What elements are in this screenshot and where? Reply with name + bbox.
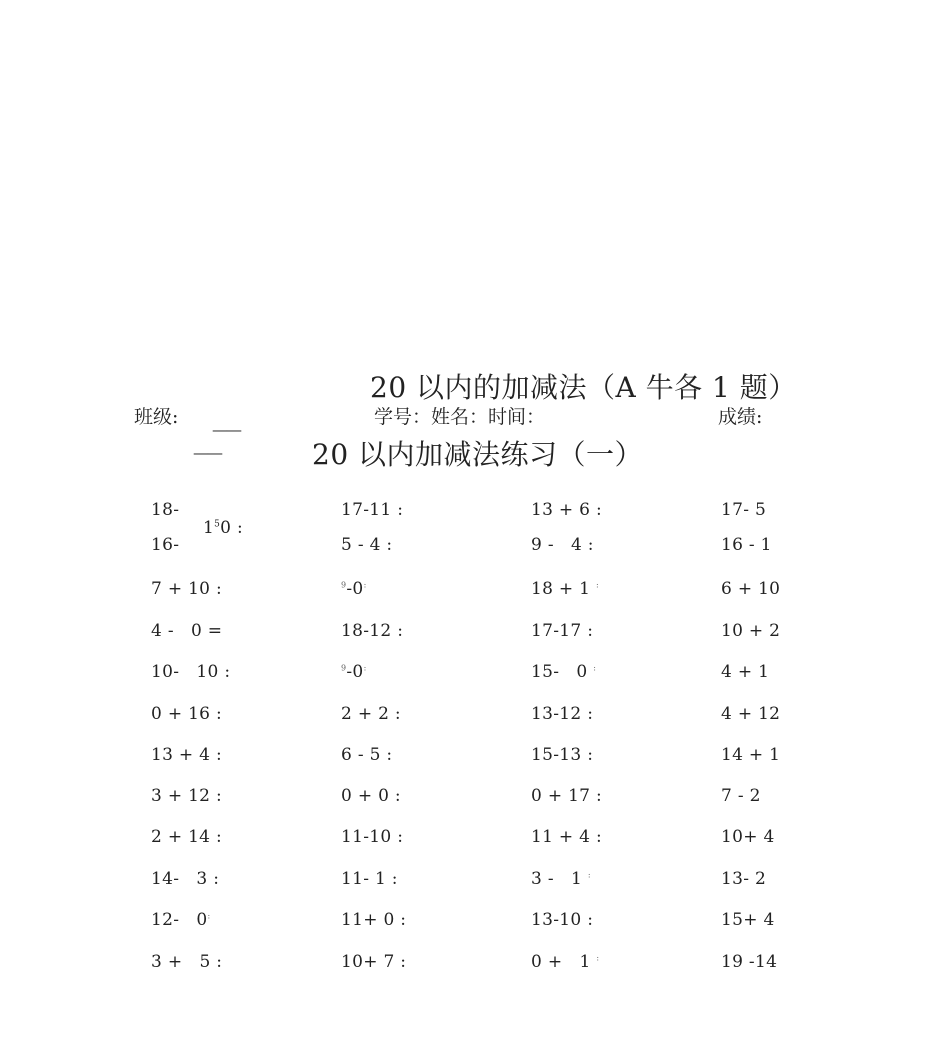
- problem-c3-r8: 0 + 17 :: [531, 786, 603, 806]
- problem-c2-r6: 2 + 2 :: [341, 704, 401, 724]
- problem-c1-r7: 13 + 4 :: [151, 745, 223, 765]
- problem-c1-r1-answer: $1^50$ :: [203, 518, 244, 538]
- score-label: 成绩:: [718, 406, 763, 428]
- problem-c3-r11: 13-10 :: [531, 910, 594, 930]
- page-title: 20 以内的加减法（A 牛各 1 题）: [370, 371, 797, 404]
- problem-c4-r11: 15+ 4: [721, 910, 775, 930]
- problem-c4-r8: 7 - 2: [721, 786, 761, 806]
- problem-c2-r4: 18-12 :: [341, 621, 404, 641]
- problem-c1-r11: 12- 0:: [151, 910, 211, 930]
- problem-c3-r12: 0 + 1 :: [531, 952, 600, 972]
- problem-c4-r10: 13- 2: [721, 869, 767, 889]
- problem-c2-r11: 11+ 0 :: [341, 910, 407, 930]
- problem-c1-r3: 7 + 10 :: [151, 579, 223, 599]
- problem-c1-r10: 14- 3 :: [151, 869, 220, 889]
- problem-c2-r9: 11-10 :: [341, 827, 404, 847]
- problem-c3-r6: 13-12 :: [531, 704, 594, 724]
- problem-c4-r1: 17- 5: [721, 500, 767, 520]
- problem-c2-r1: 17-11 :: [341, 500, 404, 520]
- problem-c3-r3: 18 + 1 :: [531, 579, 600, 599]
- problem-c3-r10: 3 - 1 :: [531, 869, 591, 889]
- problem-c4-r2: 16 - 1: [721, 535, 772, 555]
- problem-c4-r4: 10 + 2: [721, 621, 781, 641]
- problem-c4-r5: 4 + 1: [721, 662, 770, 682]
- problem-c2-r5: $^9$-0:: [341, 662, 367, 682]
- problem-c1-r9: 2 + 14 :: [151, 827, 223, 847]
- problem-c4-r12: 19 -14: [721, 952, 778, 972]
- problem-c4-r7: 14 + 1: [721, 745, 781, 765]
- problem-c3-r9: 11 + 4 :: [531, 827, 603, 847]
- problem-c1-r6: 0 + 16 :: [151, 704, 223, 724]
- problem-c3-r7: 15-13 :: [531, 745, 594, 765]
- problem-c3-r4: 17-17 :: [531, 621, 594, 641]
- problem-c4-r3: 6 + 10: [721, 579, 781, 599]
- problem-c2-r2: 5 - 4 :: [341, 535, 393, 555]
- problem-c2-r3: $^9$-0:: [341, 579, 367, 599]
- problem-c2-r8: 0 + 0 :: [341, 786, 401, 806]
- problem-c2-r10: 11- 1 :: [341, 869, 398, 889]
- problem-c1-r5: 10- 10 :: [151, 662, 231, 682]
- problem-c3-r2: 9 - 4 :: [531, 535, 594, 555]
- problem-c3-r5: 15- 0 :: [531, 662, 597, 682]
- problem-c1-r12: 3 + 5 :: [151, 952, 223, 972]
- problem-c2-r12: 10+ 7 :: [341, 952, 407, 972]
- problem-c2-r7: 6 - 5 :: [341, 745, 393, 765]
- problem-c1-r1: 18-: [151, 500, 180, 520]
- problem-c1-r8: 3 + 12 :: [151, 786, 223, 806]
- problem-c4-r6: 4 + 12: [721, 704, 781, 724]
- worksheet-subtitle: 20 以内加减法练习（一）: [312, 438, 644, 471]
- class-label: 班级:: [134, 406, 179, 428]
- problem-c1-r4: 4 - 0 =: [151, 621, 223, 641]
- name-blank-line: ——: [193, 443, 221, 462]
- student-info-label: 学号：姓名：时间：: [374, 406, 546, 428]
- problem-c3-r1: 13 + 6 :: [531, 500, 603, 520]
- problem-c4-r9: 10+ 4: [721, 827, 775, 847]
- class-blank-line: ——: [212, 420, 240, 439]
- problem-c1-r2: 16-: [151, 535, 180, 555]
